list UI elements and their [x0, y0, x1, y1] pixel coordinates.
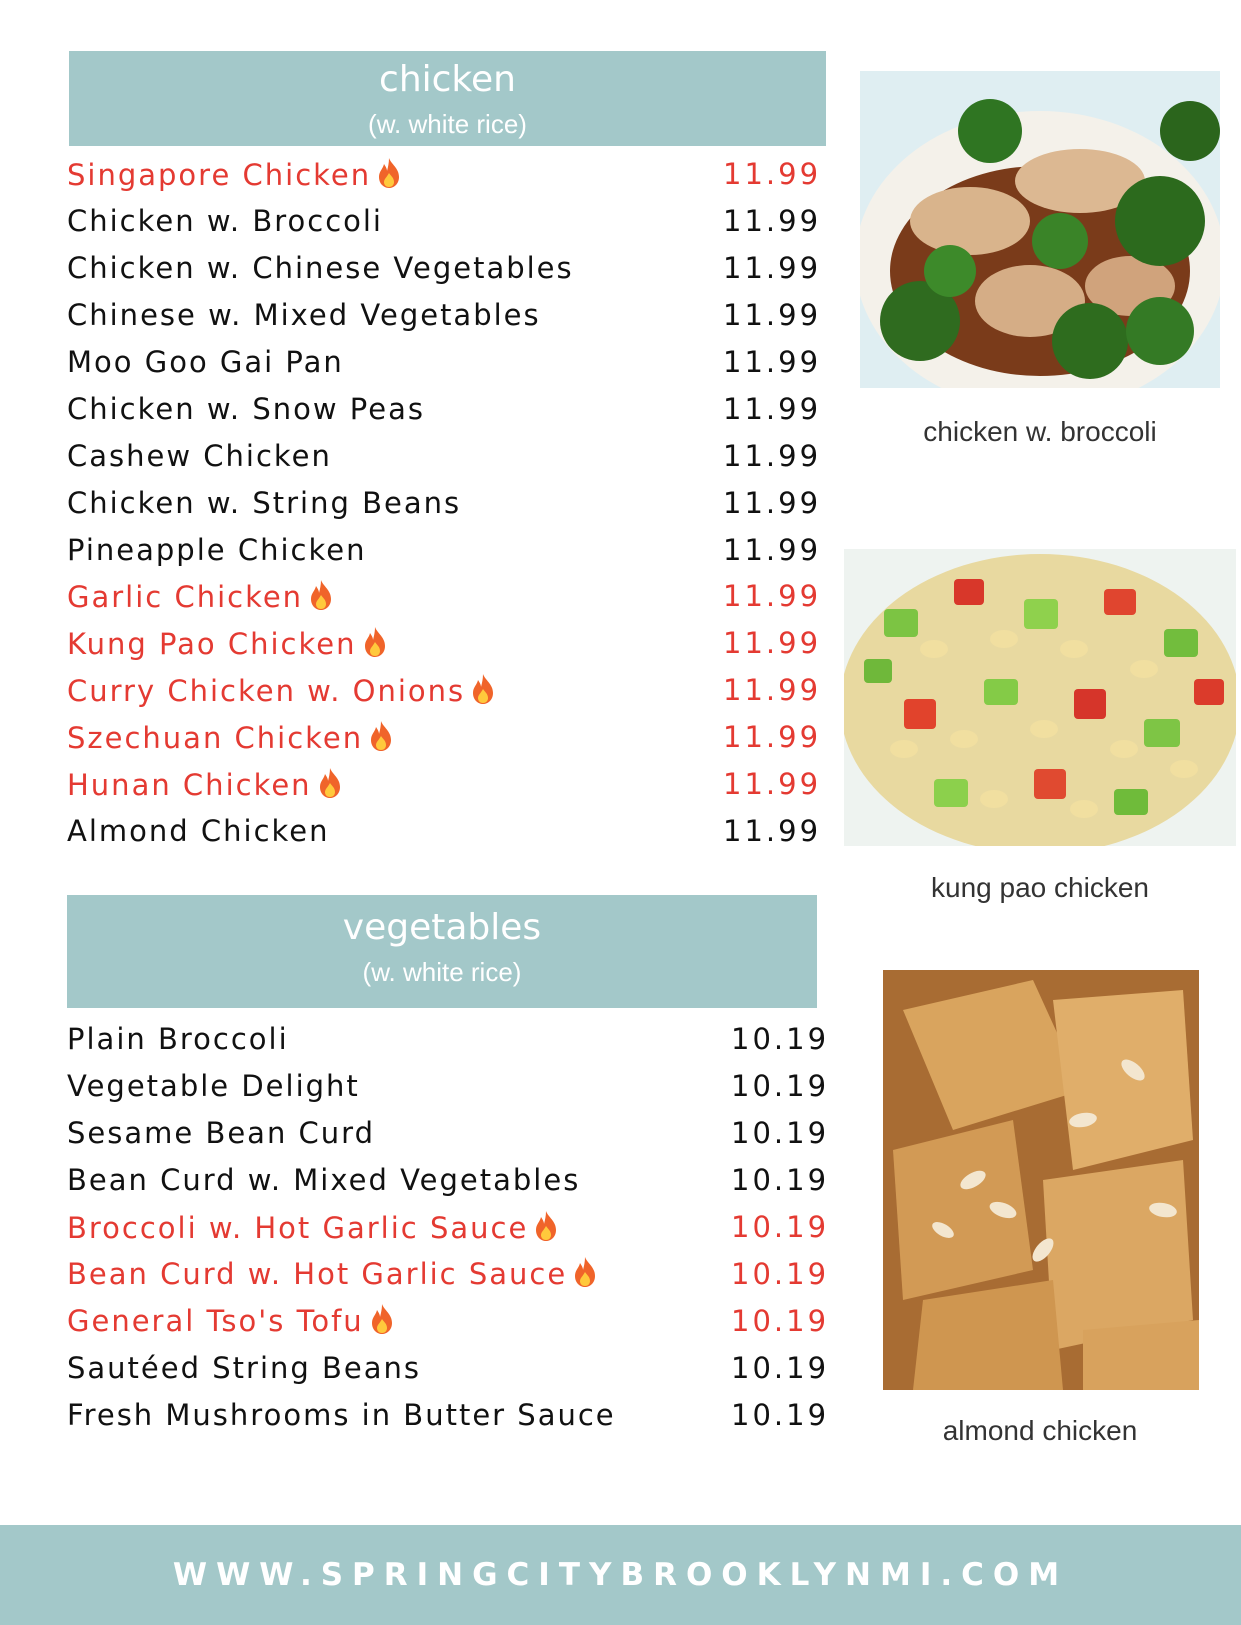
item-name-text: Singapore Chicken	[67, 157, 372, 192]
item-name	[67, 1303, 830, 1339]
menu-item	[67, 1157, 830, 1204]
item-price: 10.19	[731, 1397, 830, 1432]
item-name-text: Hunan Chicken	[67, 767, 312, 802]
chicken-menu-list	[67, 151, 822, 854]
item-price: 10.19	[731, 1256, 830, 1291]
item-name-text: Chicken w. Chinese Vegetables	[67, 251, 574, 286]
flame-icon	[471, 673, 495, 705]
menu-item	[67, 714, 822, 761]
item-price: 10.19	[731, 1350, 830, 1385]
item-name	[67, 626, 822, 661]
item-name	[67, 438, 822, 473]
item-price: 10.19	[731, 1163, 830, 1198]
menu-item	[67, 807, 822, 854]
menu-item	[67, 292, 822, 339]
item-name-text: Chinese w. Mixed Vegetables	[67, 298, 541, 333]
menu-item	[67, 1110, 830, 1157]
item-price: 11.99	[723, 532, 822, 567]
menu-item	[67, 1250, 830, 1297]
item-price: 11.99	[723, 813, 822, 848]
section-subtitle: (w. white rice)	[362, 957, 522, 987]
item-name-text: Almond Chicken	[67, 813, 330, 848]
item-name-text: Plain Broccoli	[67, 1022, 289, 1057]
item-name-text: Vegetable Delight	[67, 1069, 360, 1104]
item-price: 11.99	[723, 579, 822, 614]
flame-icon	[369, 720, 393, 752]
item-name	[67, 391, 822, 426]
item-name	[67, 298, 822, 333]
website-link[interactable]: WWW.SPRINGCITYBROOKLYNMI.COM	[172, 1557, 1069, 1593]
item-name-text: Moo Goo Gai Pan	[67, 345, 344, 379]
menu-item	[67, 432, 822, 479]
item-price: 10.19	[731, 1116, 830, 1151]
menu-item	[67, 339, 822, 386]
item-name-text: Szechuan Chicken	[67, 720, 364, 755]
item-price: 10.19	[731, 1303, 830, 1338]
item-price: 10.19	[731, 1210, 830, 1244]
photo-caption: chicken w. broccoli	[923, 416, 1157, 447]
menu-item	[67, 761, 822, 808]
menu-item	[67, 667, 822, 714]
item-name	[67, 251, 822, 286]
item-name	[67, 345, 822, 379]
item-price: 11.99	[723, 391, 822, 426]
item-name-text: Curry Chicken w. Onions	[67, 673, 466, 708]
chicken-section-header	[69, 51, 826, 146]
almond-chicken-photo	[883, 970, 1199, 1390]
item-name	[67, 1210, 830, 1245]
item-price: 11.99	[723, 485, 822, 520]
menu-item	[67, 1063, 830, 1110]
item-price: 11.99	[723, 626, 822, 661]
item-name-text: Chicken w. String Beans	[67, 485, 462, 520]
item-price: 11.99	[723, 438, 822, 473]
menu-item	[67, 1204, 830, 1251]
item-name-text: Garlic Chicken	[67, 579, 304, 614]
item-price: 11.99	[723, 345, 822, 379]
menu-item	[67, 1391, 830, 1438]
item-name-text: Cashew Chicken	[67, 438, 332, 473]
item-name	[67, 813, 822, 848]
item-name-text: Fresh Mushrooms in Butter Sauce	[67, 1397, 616, 1432]
item-name-text: Bean Curd w. Hot Garlic Sauce	[67, 1257, 568, 1292]
section-subtitle: (w. white rice)	[368, 109, 527, 139]
menu-item	[67, 1016, 830, 1063]
item-name-text: Broccoli w. Hot Garlic Sauce	[67, 1210, 529, 1245]
item-price: 11.99	[723, 767, 822, 802]
flame-icon	[377, 157, 401, 189]
item-name-text: General Tso's Tofu	[67, 1304, 364, 1339]
item-price: 11.99	[723, 673, 822, 708]
item-name-text: Chicken w. Broccoli	[67, 204, 383, 239]
item-name	[67, 720, 822, 755]
menu-item	[67, 1344, 830, 1391]
vegetables-menu-list	[67, 1016, 830, 1438]
chicken-broccoli-photo	[860, 71, 1220, 388]
menu-item	[67, 479, 822, 526]
item-name	[67, 532, 822, 567]
item-name	[67, 673, 822, 708]
item-name-text: Sautéed String Beans	[67, 1350, 422, 1385]
item-name	[67, 485, 822, 520]
item-price: 11.99	[723, 720, 822, 755]
item-name	[67, 157, 822, 192]
vegetables-section-header	[67, 895, 817, 1008]
item-name-text: Chicken w. Snow Peas	[67, 391, 425, 426]
flame-icon	[363, 626, 387, 658]
menu-item	[67, 526, 822, 573]
flame-icon	[370, 1303, 394, 1335]
item-price: 11.99	[723, 298, 822, 333]
section-title: vegetables	[342, 907, 542, 948]
item-price: 11.99	[723, 251, 822, 286]
menu-item	[67, 198, 822, 245]
photo-caption: kung pao chicken	[931, 872, 1149, 903]
menu-item	[67, 620, 822, 667]
item-name	[67, 767, 822, 802]
item-name	[67, 1163, 830, 1198]
kung-pao-chicken-photo	[844, 549, 1236, 846]
item-name	[67, 1350, 830, 1385]
item-price: 11.99	[723, 204, 822, 239]
flame-icon	[309, 579, 333, 611]
item-name	[67, 1022, 830, 1057]
item-price: 11.99	[723, 157, 822, 192]
item-name	[67, 1069, 830, 1104]
footer-bar	[0, 1525, 1241, 1625]
section-title: chicken	[379, 59, 516, 100]
menu-item	[67, 573, 822, 620]
item-price: 10.19	[731, 1022, 830, 1057]
menu-item	[67, 1297, 830, 1344]
item-name-text: Pineapple Chicken	[67, 532, 367, 567]
item-name-text: Bean Curd w. Mixed Vegetables	[67, 1163, 581, 1198]
flame-icon	[573, 1256, 597, 1288]
flame-icon	[318, 767, 342, 799]
item-price: 10.19	[731, 1069, 830, 1104]
item-name	[67, 1256, 830, 1292]
item-name-text: Kung Pao Chicken	[67, 626, 357, 661]
menu-item	[67, 385, 822, 432]
item-name-text: Sesame Bean Curd	[67, 1116, 375, 1151]
photo-caption: almond chicken	[942, 1415, 1138, 1446]
item-name	[67, 579, 822, 614]
item-name	[67, 204, 822, 239]
item-name	[67, 1397, 830, 1432]
flame-icon	[534, 1210, 558, 1242]
item-name	[67, 1116, 830, 1151]
menu-item	[67, 151, 822, 198]
menu-item	[67, 245, 822, 292]
